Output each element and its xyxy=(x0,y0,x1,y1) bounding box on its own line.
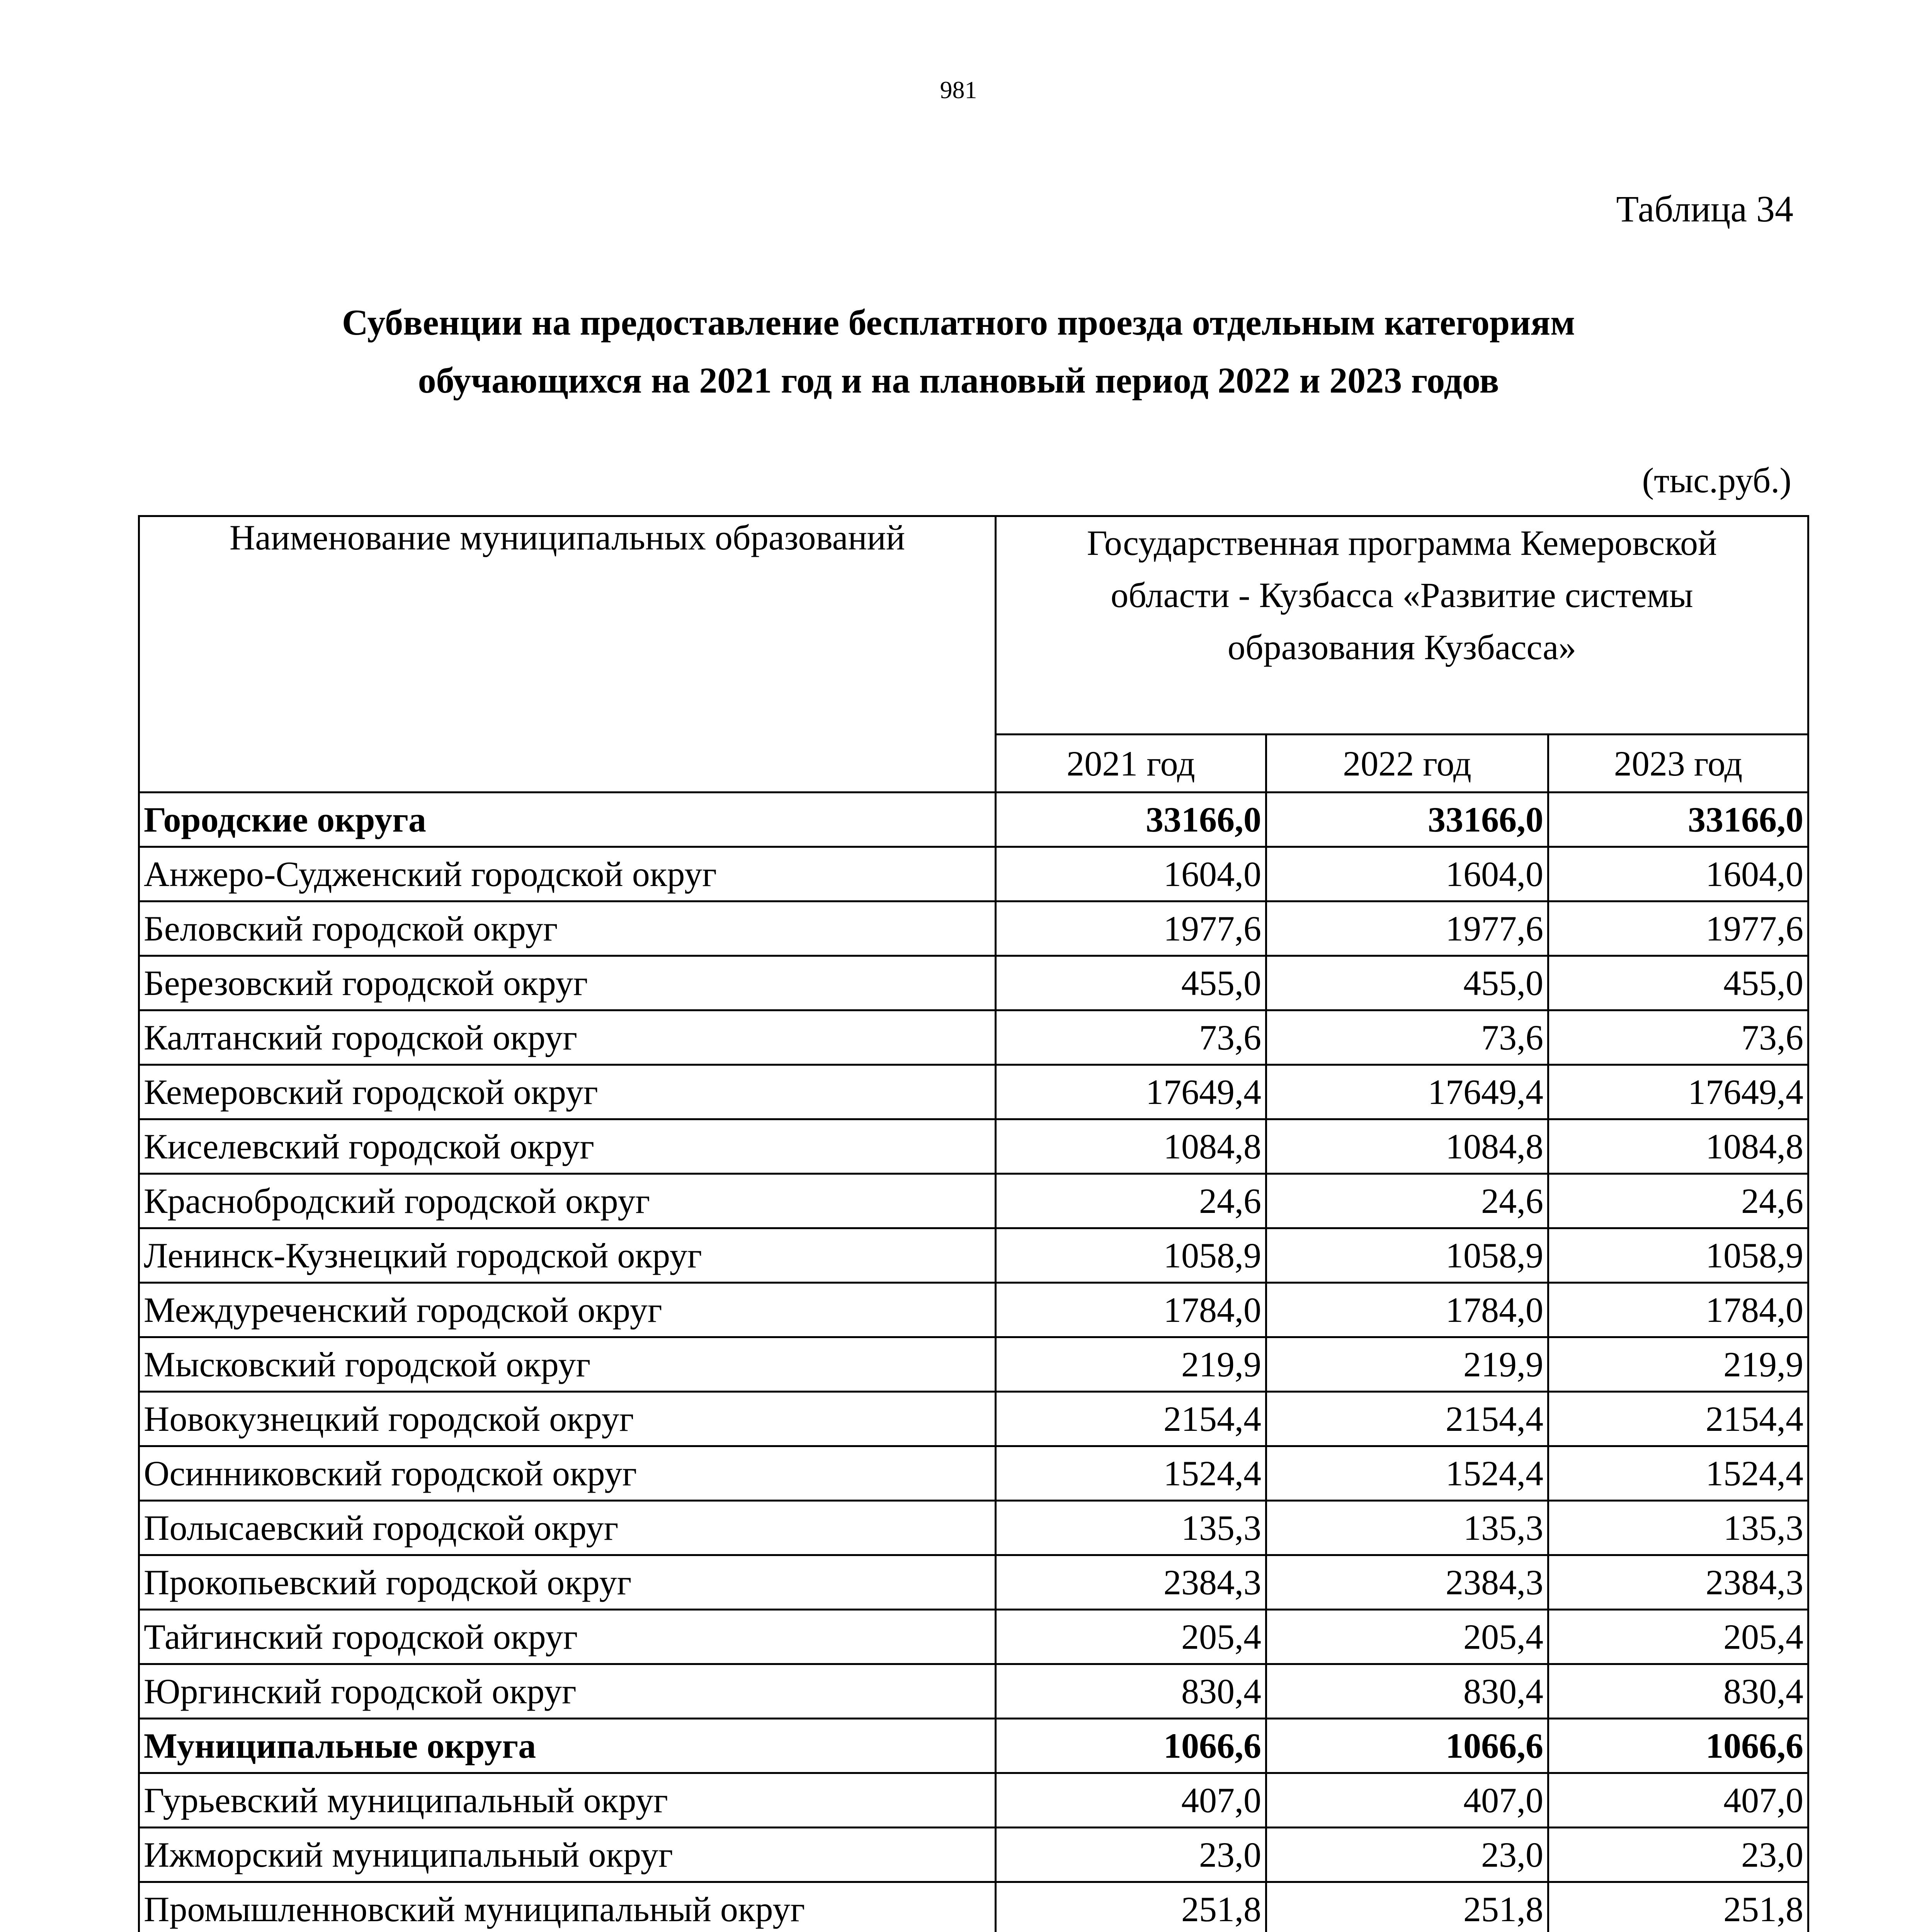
row-value-cell-v2: 1066,6 xyxy=(1266,1719,1548,1773)
row-value-cell-v1: 17649,4 xyxy=(996,1065,1266,1119)
row-value-cell-v3: 24,6 xyxy=(1548,1174,1808,1228)
table-body xyxy=(139,793,1808,1932)
table-row xyxy=(139,1010,1808,1065)
row-value-cell-v1: 2154,4 xyxy=(996,1392,1266,1446)
header-year-2023: 2023 год xyxy=(1548,735,1808,793)
header-year-2022: 2022 год xyxy=(1266,735,1548,793)
table-row xyxy=(139,1065,1808,1119)
row-name-cell: Городские округа xyxy=(139,793,996,847)
row-value-cell-v3: 219,9 xyxy=(1548,1337,1808,1392)
row-value-cell-v2: 205,4 xyxy=(1266,1610,1548,1664)
row-value-cell-v1: 1784,0 xyxy=(996,1283,1266,1337)
row-name-cell: Киселевский городской округ xyxy=(139,1119,996,1174)
row-value-cell-v2: 17649,4 xyxy=(1266,1065,1548,1119)
row-value-cell-v3: 23,0 xyxy=(1548,1828,1808,1882)
subventions-table xyxy=(138,515,1809,1932)
row-name-cell: Промышленновский муниципальный округ xyxy=(139,1882,996,1932)
row-value-cell-v3: 1524,4 xyxy=(1548,1446,1808,1501)
header-name: Наименование муниципальных образований xyxy=(139,516,996,793)
row-value-cell-v2: 1977,6 xyxy=(1266,901,1548,956)
row-name-cell: Ижморский муниципальный округ xyxy=(139,1828,996,1882)
row-value-cell-v3: 455,0 xyxy=(1548,956,1808,1010)
row-value-cell-v2: 830,4 xyxy=(1266,1664,1548,1719)
row-value-cell-v3: 1058,9 xyxy=(1548,1228,1808,1283)
row-value-cell-v1: 219,9 xyxy=(996,1337,1266,1392)
row-value-cell-v3: 830,4 xyxy=(1548,1664,1808,1719)
row-value-cell-v2: 33166,0 xyxy=(1266,793,1548,847)
header-program-line: Государственная программа Кемеровской xyxy=(1087,523,1717,563)
row-value-cell-v1: 1084,8 xyxy=(996,1119,1266,1174)
row-value-cell-v3: 2154,4 xyxy=(1548,1392,1808,1446)
row-value-cell-v1: 251,8 xyxy=(996,1882,1266,1932)
row-name-cell: Ленинск-Кузнецкий городской округ xyxy=(139,1228,996,1283)
row-value-cell-v3: 1604,0 xyxy=(1548,847,1808,901)
table-row xyxy=(139,1555,1808,1610)
row-value-cell-v2: 24,6 xyxy=(1266,1174,1548,1228)
row-value-cell-v2: 455,0 xyxy=(1266,956,1548,1010)
table-title xyxy=(155,294,1762,410)
row-value-cell-v2: 73,6 xyxy=(1266,1010,1548,1065)
table-row xyxy=(139,1119,1808,1174)
table-row xyxy=(139,1283,1808,1337)
unit-label: (тыс.руб.) xyxy=(1642,461,1791,500)
row-value-cell-v2: 1784,0 xyxy=(1266,1283,1548,1337)
header-program xyxy=(996,516,1808,735)
row-value-cell-v3: 1784,0 xyxy=(1548,1283,1808,1337)
row-value-cell-v3: 1084,8 xyxy=(1548,1119,1808,1174)
row-value-cell-v1: 1977,6 xyxy=(996,901,1266,956)
row-name-cell: Беловский городской округ xyxy=(139,901,996,956)
row-name-cell: Осинниковский городской округ xyxy=(139,1446,996,1501)
row-value-cell-v2: 1058,9 xyxy=(1266,1228,1548,1283)
row-value-cell-v1: 1524,4 xyxy=(996,1446,1266,1501)
table-row xyxy=(139,1446,1808,1501)
table-row xyxy=(139,1228,1808,1283)
row-value-cell-v1: 73,6 xyxy=(996,1010,1266,1065)
row-value-cell-v1: 23,0 xyxy=(996,1828,1266,1882)
row-name-cell: Анжеро-Судженский городской округ xyxy=(139,847,996,901)
row-name-cell: Краснобродский городской округ xyxy=(139,1174,996,1228)
row-value-cell-v2: 23,0 xyxy=(1266,1828,1548,1882)
row-value-cell-v1: 205,4 xyxy=(996,1610,1266,1664)
row-name-cell: Мысковский городской округ xyxy=(139,1337,996,1392)
row-name-cell: Кемеровский городской округ xyxy=(139,1065,996,1119)
table-group-row xyxy=(139,793,1808,847)
table-row xyxy=(139,1501,1808,1555)
row-value-cell-v3: 33166,0 xyxy=(1548,793,1808,847)
title-line: обучающихся на 2021 год и на плановый период 2022 и 2023 годов xyxy=(418,361,1499,401)
table-row xyxy=(139,956,1808,1010)
row-value-cell-v3: 2384,3 xyxy=(1548,1555,1808,1610)
row-name-cell: Новокузнецкий городской округ xyxy=(139,1392,996,1446)
table-row xyxy=(139,901,1808,956)
header-program-line: образования Кузбасса» xyxy=(1227,628,1577,667)
row-value-cell-v1: 407,0 xyxy=(996,1773,1266,1828)
row-value-cell-v1: 135,3 xyxy=(996,1501,1266,1555)
row-name-cell: Калтанский городской округ xyxy=(139,1010,996,1065)
row-value-cell-v1: 24,6 xyxy=(996,1174,1266,1228)
row-value-cell-v2: 2154,4 xyxy=(1266,1392,1548,1446)
row-value-cell-v2: 135,3 xyxy=(1266,1501,1548,1555)
row-value-cell-v3: 1066,6 xyxy=(1548,1719,1808,1773)
row-name-cell: Юргинский городской округ xyxy=(139,1664,996,1719)
row-name-cell: Березовский городской округ xyxy=(139,956,996,1010)
row-value-cell-v1: 1066,6 xyxy=(996,1719,1266,1773)
row-value-cell-v3: 251,8 xyxy=(1548,1882,1808,1932)
row-value-cell-v3: 73,6 xyxy=(1548,1010,1808,1065)
row-value-cell-v2: 2384,3 xyxy=(1266,1555,1548,1610)
row-value-cell-v1: 33166,0 xyxy=(996,793,1266,847)
row-value-cell-v2: 219,9 xyxy=(1266,1337,1548,1392)
title-line: Субвенции на предоставление бесплатного проезда отдельным категориям xyxy=(342,303,1575,343)
row-name-cell: Междуреченский городской округ xyxy=(139,1283,996,1337)
page-number: 981 xyxy=(940,76,977,104)
table-row xyxy=(139,847,1808,901)
table-label: Таблица 34 xyxy=(1616,188,1793,230)
table-row xyxy=(139,1174,1808,1228)
row-value-cell-v2: 1084,8 xyxy=(1266,1119,1548,1174)
row-value-cell-v1: 1604,0 xyxy=(996,847,1266,901)
row-value-cell-v3: 205,4 xyxy=(1548,1610,1808,1664)
row-value-cell-v1: 2384,3 xyxy=(996,1555,1266,1610)
row-name-cell: Полысаевский городской округ xyxy=(139,1501,996,1555)
row-value-cell-v2: 1604,0 xyxy=(1266,847,1548,901)
table-row xyxy=(139,1773,1808,1828)
row-value-cell-v1: 455,0 xyxy=(996,956,1266,1010)
row-value-cell-v2: 1524,4 xyxy=(1266,1446,1548,1501)
row-name-cell: Гурьевский муниципальный округ xyxy=(139,1773,996,1828)
row-value-cell-v1: 1058,9 xyxy=(996,1228,1266,1283)
row-value-cell-v3: 1977,6 xyxy=(1548,901,1808,956)
table-row xyxy=(139,1337,1808,1392)
table-row xyxy=(139,1664,1808,1719)
header-year-2021: 2021 год xyxy=(996,735,1266,793)
row-value-cell-v2: 407,0 xyxy=(1266,1773,1548,1828)
row-name-cell: Муниципальные округа xyxy=(139,1719,996,1773)
table-row xyxy=(139,1610,1808,1664)
row-name-cell: Тайгинский городской округ xyxy=(139,1610,996,1664)
table-row xyxy=(139,1392,1808,1446)
row-name-cell: Прокопьевский городской округ xyxy=(139,1555,996,1610)
table-group-row xyxy=(139,1719,1808,1773)
row-value-cell-v3: 407,0 xyxy=(1548,1773,1808,1828)
table-row xyxy=(139,1828,1808,1882)
header-program-line: области - Кузбасса «Развитие системы xyxy=(1111,575,1693,615)
row-value-cell-v2: 251,8 xyxy=(1266,1882,1548,1932)
table-row xyxy=(139,1882,1808,1932)
row-value-cell-v3: 135,3 xyxy=(1548,1501,1808,1555)
row-value-cell-v3: 17649,4 xyxy=(1548,1065,1808,1119)
row-value-cell-v1: 830,4 xyxy=(996,1664,1266,1719)
